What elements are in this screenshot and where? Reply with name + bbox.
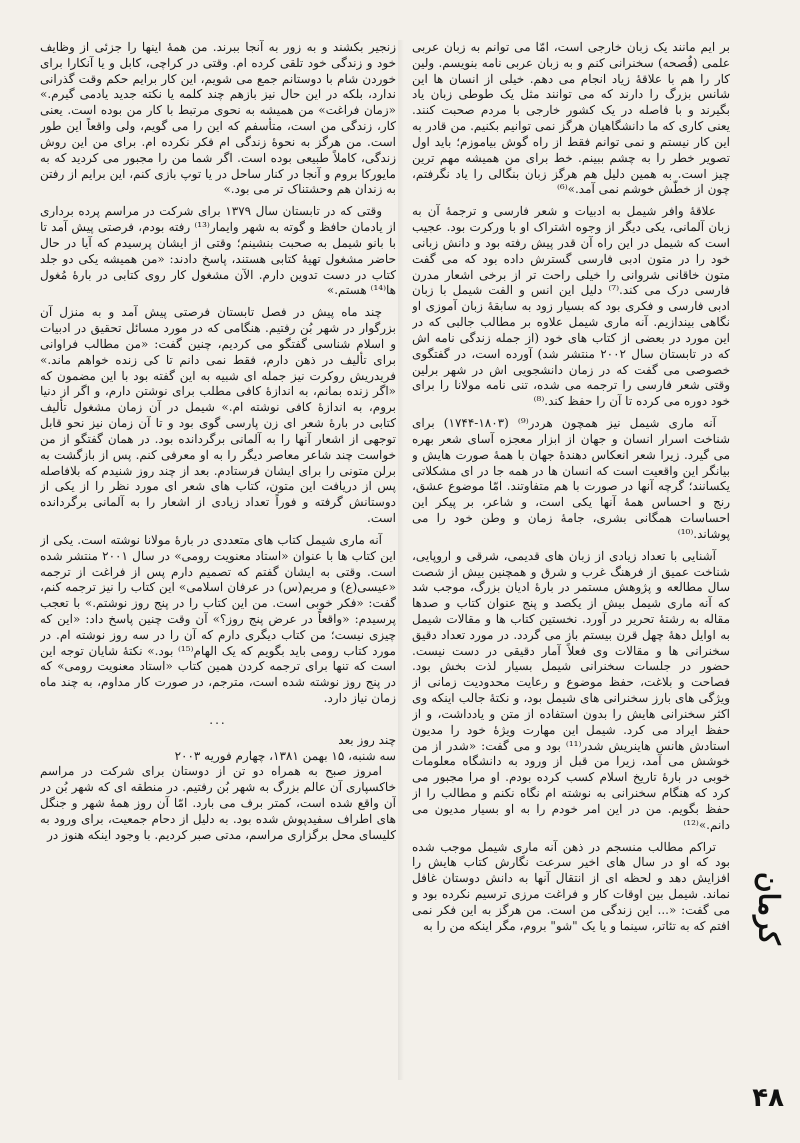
paragraph: بر ایم مانند یک زبان خارجی است، امّا می توانم به زبان عربی علمی (فُصحه) سخنرانی کنم و به زبان عربی نامه بنویسم. ولین کار را هم با علاقهٔ زیاد انجام می دهم. خیلی از انسان ها این شانس بزرگ را دارند که می توانند مثل یک طوطی زبان یاد بگیرند و با فاصله در یک کشور خارجی با مردم صحبت کنند. یعنی کاری که ما دانشگاهیان هرگز نمی توانیم بکنیم. من قادر به این کار نیستم و نمی توانم فقط از راه گوش بیاموزم؛ باید اول تصویر خطر را به چشم ببینم. خط برای من همیشه مهم ترین چیز است. به همین دلیل هم هرگز زبان بنگالی را یاد نگرفتم، چون از خطّش خوشم نمی آمد.»⁽⁶⁾	[412, 40, 730, 197]
page-number: ۴۸	[752, 1083, 784, 1113]
paragraph: زنجیر بکشند و به زور به آنجا ببرند. من همهٔ اینها را جزئی از وظایف خود و زندگی خود تلقی کرده ام. وقتی در کراچی، کابل و یا آنکارا برای خوردن شام با دوستانم جمع می شویم، این کار برایم حکم وقت گذرانی ندارد، بلکه در این حال نیز بازهم چند کلمه یا نکته جدید یادمی گیرم.» «زمان فراغت» من همیشه به نحوی مرتبط با کار من بوده است. یعنی کار، زندگی من است، متأسفم که این را می گویم، ولی واقعاً این طور است. من هرگز به نحوهٔ زندگی ام فکر نکرده ام. برای من این روش زندگی، کاملاً طبیعی بوده است. اگر شما من را مجبور می کردید که به مایورکا بروم و آنجا در کنار ساحل در یا توپ بازی کنم، این برایم از رفتن به زندان هم وحشتناک تر می بود.»	[40, 40, 396, 197]
paragraph: آنه ماری شیمل کتاب های متعددی در بارهٔ مولانا نوشته است. یکی از این کتاب ها با عنوان «استاد معنویت رومی» در سال ۲۰۰۱ منتشر شده است. وقتی به ایشان گفتم که تصمیم دارم پس از فراغت از ترجمه «عیسی(ع) و مریم(س) در عرفان اسلامی» این کتاب را نیز ترجمه کنم، گفت: «فکر خوبی است. من این کتاب را در پنج روز نوشتم.» با تعجب پرسیدم: «واقعاً در عرض پنج روز؟» آن وقت چنین پاسخ داد: «این که چیزی نیست؛ من کتاب دیگری دارم که آن را در سه روز نوشته ام. در مورد کتاب رومی باید بگویم که یک الهام⁽¹⁵⁾ بود.» نکتهٔ شایان توجه این است که تنها برای ترجمه کردن همین کتاب «استاد معنویت رومی» که در پنج روز نوشته شده است، مترجم، در صورت کار مداوم، به چند ماه زمان نیاز دارد.	[40, 532, 396, 706]
right-text-column	[412, 40, 730, 1083]
paragraph: تراکم مطالب منسجم در ذهن آنه ماری شیمل موجب شده بود که او در سال های اخیر سرعت نگارش کتاب هایش را افزایش دهد و لحظه ای از انتقال آنها به دانش دوستان غافل نماند. شیمل بین اوقات کار و فراغت مرزی ترسیم نکرده بود و می گفت: «... این زندگی من است. من هرگز به این فکر نمی افتم که به تئاتر، سینما و یا یک "شو" بروم، مگر اینکه من را به	[412, 839, 730, 933]
magazine-logo: کرمان	[752, 871, 786, 945]
paragraph: علاقهٔ وافر شیمل به ادبیات و شعر فارسی و ترجمهٔ آن به زبان آلمانی، یکی دیگر از وجوه اشتراک او با ورکرت بود. عجیب است که شیمل در این راه آن قدر پیش رفته بود و دانش زبانی خود را در متون ادبی فارسی گسترش داده بود که می گفت متون خاقانی شروانی را خیلی راحت تر از برخی اشعار مدرن فارسی درک می کند.⁽⁷⁾ دلیل این انس و الفت شیمل با زبان ادبی فارسی و فکری بود که بسیار زود به سابقهٔ زبان آموزی او نگاهی بیندازیم. آنه ماری شیمل علاوه بر مطالب جالبی که در این مورد در بعضی از کتاب های خود (از جمله زندگی نامه اش که در تابستان سال ۲۰۰۲ منتشر شد) آورده است، در گفتگوی خصوصی می گفت که در زمان دانشجویی اش در شهر برلین وقتی شعر فارسی را ترجمه می شده، تنی نامه مولانا را برای خود دوره می کرده تا آن را حفظ کند.⁽⁸⁾	[412, 204, 730, 409]
paragraph: وقتی که در تابستان سال ۱۳۷۹ برای شرکت در مراسم پرده برداری از یادمان حافظ و گوته به شهر وایمار⁽¹³⁾ رفته بودم، فرصتی پیش آمد تا با بانو شیمل به صحبت بنشینم؛ وقتی از ایشان پرسیدم که آیا در حال حاضر مشغول تهیهٔ کتابی هستند، پاسخ دادند: «من همیشه یکی دو جلد کتاب در دست تدوین دارم. الآن مشغول کار روی کتابی در بارهٔ مُغول ها⁽¹⁴⁾ هستم.»	[40, 204, 396, 298]
paragraph: امروز صبح به همراه دو تن از دوستان برای شرکت در مراسم خاکسپاری آن عالم بزرگ به شهر بُن رفتیم. در منطقه ای که شهر بُن در آن واقع شده است، کمتر برف می بارد. امّا آن روز همهٔ شهر و جنگل های اطراف سفیدپوش شده بود. به دلیل از دحام جمعیت، برای ورود به کلیسای محل برگزاری مراسم، مدتی صبر کردیم. با وجود اینکه هنوز در	[40, 764, 396, 842]
paragraph: چند ماه پیش در فصل تابستان فرصتی پیش آمد و به منزل آن بزرگوار در شهر بُن رفتیم. هنگامی که در مورد مسائل تحقیق در ادبیات و اسلام شناسی گفتگو می کردیم، چنین گفت: «من مطالب فراوانی برای تألیف در ذهن دارم، فقط نمی دانم تا کی زنده خواهم ماند.» فریدریش روکرت نیز جمله ای شبیه به این گفته بود با این مضمون که «اگر زنده بمانم، به اندازهٔ کافی مطلب برای نوشتن دارم، و اگر از دنیا بروم، به اندازهٔ کافی نوشته ام.» شیمل در آن زمان مشغول تألیف کتابی در بارهٔ شعر ای زن پارسی گوی بود و تا آن زمان نیز نحو قابل توجهی از اشعار آنها را به آلمانی برگردانده بود. در همان گفتگو از من خواست چند شاعر معاصر دیگر را به او معرفی کنم. پس از بازگشت به برلن متونی را برای ایشان فرستادم. بعد از چند روز شنیدم که بلافاصله پس از دریافت این متون، کتاب های شعر ای مورد نظر را از یکی از دوستانش گرفته و فوراً تعداد زیادی از اشعار را به آلمانی برگردانده است.	[40, 305, 396, 526]
diary-title: چند روز بعد	[338, 732, 396, 747]
column-gutter	[398, 40, 404, 1080]
paragraph: آشنایی با تعداد زیادی از زبان های قدیمی، شرقی و اروپایی، شناخت عمیق از فرهنگ غرب و شرق و همچنین بیش از شصت سال مطالعه و پژوهش مستمر در بارهٔ ادیان بزرگ، موجب شد که آنه ماری شیمل بیش از یکصد و پنج عنوان کتاب و صدها مقاله به رشتهٔ تحریر در آورد. نخستین کتاب ها و مقالات شیمل به اوایل دههٔ چهل قرن بیستم باز می گردد. در مورد تعداد دقیق سخنرانی ها و مقالات وی فعلاً آمار دقیقی در دست نیست. حضور در جلسات سخنرانی شیمل بسیار لذت بخش بود. فصاحت و بلاغت، حفظ موضوع و رعایت محدودیت زمانی از ویژگی های بارز سخنرانی های شیمل بود، و نکتهٔ جالب اینکه وی اکثر سخنرانی هایش را بدون استفاده از متن و یادداشت، و از حفظ ایراد می کرد. شیمل این مهارت ویژهٔ خود را مدیون استادش هانس هاینریش شدر⁽¹¹⁾ بود و می گفت: «شدر از من خوشش می آمد، زیرا من قبل از ورود به دانشگاه معلومات خوبی در بارهٔ تاریخ اسلام کسب کرده بودم. او مرا مجبور می کرد که هنگام سخنرانی به نوشته ام نگاه نکنم و مطالب را از حفظ بگویم. من در این امر خودم را به او بسیار مدیون می دانم.»⁽¹²⁾	[412, 548, 730, 832]
diary-heading	[40, 733, 396, 765]
paragraph: آنه ماری شیمل نیز همچون هردر⁽⁹⁾ (۱۸۰۳-۱۷۴۴) برای شناخت اسرار انسان و جهان از ابزار معجزه آسای شعر بهره می گیرد. زیرا شعر انعکاس دهندهٔ جهان با همهٔ صورت هایش و بیانگر این واقعیت است که انسان ها در همه جا در ای مشکلاتی یکسانند؛ گرچه آنها در صورت با هم متفاوتند. امّا موضوع عشق، رنج و احساس همهٔ آنها یکی است، و شاعر، بر پیکر این احساسات همگانی بشری، جامهٔ زمان و وطن خود را می پوشاند.⁽¹⁰⁾	[412, 416, 730, 541]
section-ellipsis: ...	[209, 712, 227, 727]
diary-date: سه شنبه، ۱۵ بهمن ۱۳۸۱، چهارم فوریه ۲۰۰۳	[174, 748, 396, 763]
left-text-column	[40, 40, 396, 1083]
